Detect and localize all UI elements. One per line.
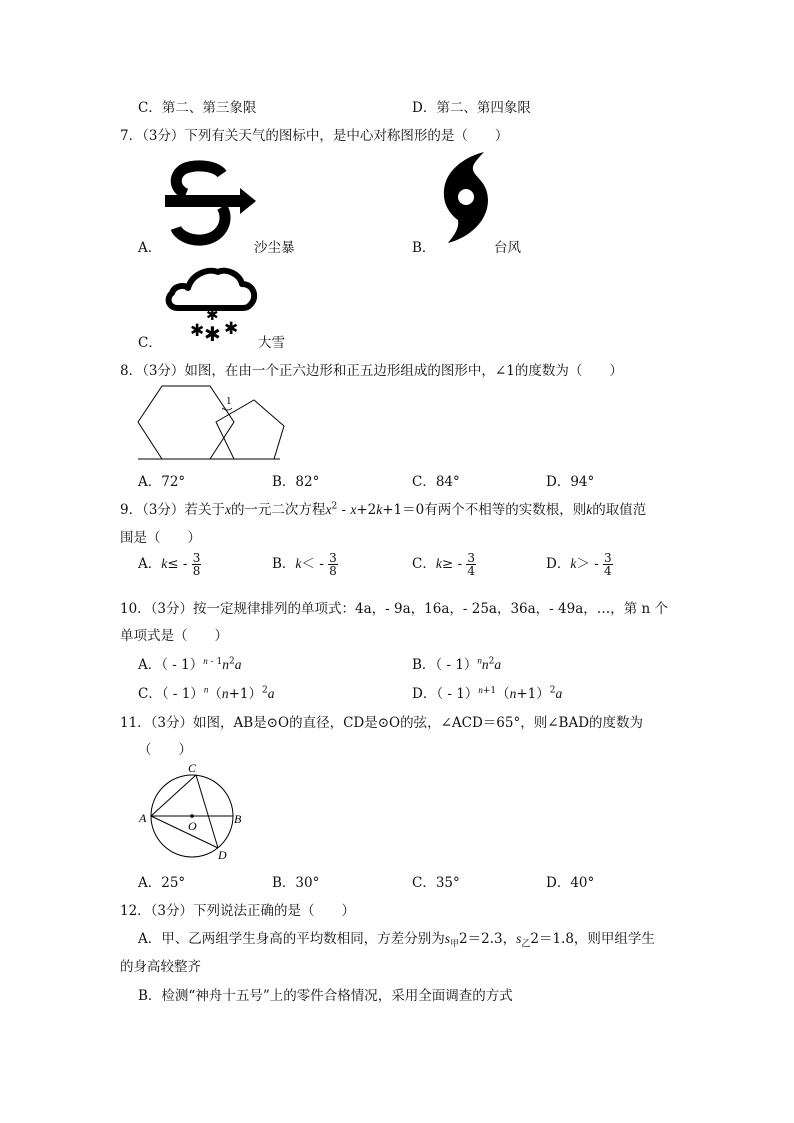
hexagon-pentagon-figure — [138, 384, 283, 462]
q12-option-a: A．甲、乙两组学生身高的平均数相同，方差分别为$s_甲2=2.3$，$s_乙2=1.8$，则甲组学生 — [138, 931, 655, 950]
svg-text:✱: ✱ — [206, 306, 219, 324]
svg-text:✱: ✱ — [224, 319, 239, 339]
svg-text:B: B — [234, 812, 242, 826]
q11-option-a: A．25° — [138, 875, 186, 891]
q7-stem: 7．（3分）下列有关天气的图标中，是中心对称图形的是（ ） — [120, 128, 509, 144]
q7-option-b-label: 台风 — [494, 240, 521, 256]
angle-1-label: 1 — [226, 395, 232, 407]
q12-stem: 12．（3分）下列说法正确的是（ ） — [120, 903, 356, 919]
q7-option-b-letter: B． — [412, 240, 436, 256]
q9-stem-line2: 围是（ ） — [120, 530, 201, 546]
q11-stem: 11．（3分）如图，AB是⊙O的直径，CD是⊙O的弦，∠ACD＝65°，则∠BAD的度数为 — [120, 715, 644, 731]
q11-option-d: D．40° — [546, 875, 595, 891]
q7-option-a-label: 沙尘暴 — [254, 240, 295, 256]
q8-option-a: A．72° — [138, 474, 186, 490]
q9-option-c: C．k≥ - $\frac{3}{4}$ — [412, 551, 475, 578]
q9-stem: 9．（3分）若关于x的一元二次方程$x^2 - x+2k+1=0$有两个不相等的实数根，则k的取值范 — [120, 501, 647, 518]
svg-text:C: C — [188, 761, 197, 775]
svg-text:O: O — [188, 819, 197, 833]
svg-text:A: A — [139, 811, 147, 825]
q7-option-c-letter: C． — [138, 335, 162, 351]
q9-option-d: D．k＞ - $\frac{3}{4}$ — [546, 551, 612, 578]
typhoon-icon — [438, 150, 494, 245]
q9-option-b: B．k＜ - $\frac{3}{8}$ — [272, 551, 337, 578]
q7-option-c-label: 大雪 — [258, 335, 285, 351]
q10-option-a: A．（ - $1)^{n - 1}n^2a$ — [138, 655, 242, 673]
q6-option-c: C．第二、第三象限 — [138, 100, 257, 116]
q7-option-a-letter: A． — [138, 240, 162, 256]
q10-option-c: C．（ - $1)^n(n+1)^2a$ — [138, 684, 275, 702]
svg-text:✱: ✱ — [190, 321, 205, 341]
q8-option-b: B．82° — [272, 474, 320, 490]
sandstorm-icon — [160, 160, 260, 245]
q12-option-a-line2: 的身高较整齐 — [120, 959, 201, 975]
q6-option-d: D．第二、第四象限 — [412, 100, 531, 116]
q8-stem: 8．（3分）如图，在由一个正六边形和正五边形组成的图形中，∠1的度数为（ ） — [120, 363, 623, 379]
circle-figure — [136, 760, 248, 866]
q10-stem: 10．（3分）按一定规律排列的单项式：4a，- 9a，16a，- 25a，36a，- 49a，…，第 n 个 — [120, 601, 669, 617]
q12-option-b: B．检测“神舟十五号”上的零件合格情况，采用全面调查的方式 — [138, 988, 513, 1004]
svg-text:D: D — [218, 848, 227, 862]
q11-stem-line2: （ ） — [138, 742, 192, 758]
svg-text:✱: ✱ — [204, 322, 221, 346]
q8-option-d: D．94° — [546, 474, 595, 490]
q11-option-c: C．35° — [412, 875, 460, 891]
q9-option-a: A．k≤ - $\frac{3}{8}$ — [138, 551, 201, 578]
q11-option-b: B．30° — [272, 875, 320, 891]
heavy-snow-icon — [162, 262, 262, 346]
q10-option-d: D．（ - $1)^{n+1}(n+1)^2a$ — [412, 684, 563, 702]
q10-stem-line2: 单项式是（ ） — [120, 628, 228, 644]
q8-option-c: C．84° — [412, 474, 460, 490]
q10-option-b: B．（ - $1)^nn^2a$ — [412, 655, 502, 673]
